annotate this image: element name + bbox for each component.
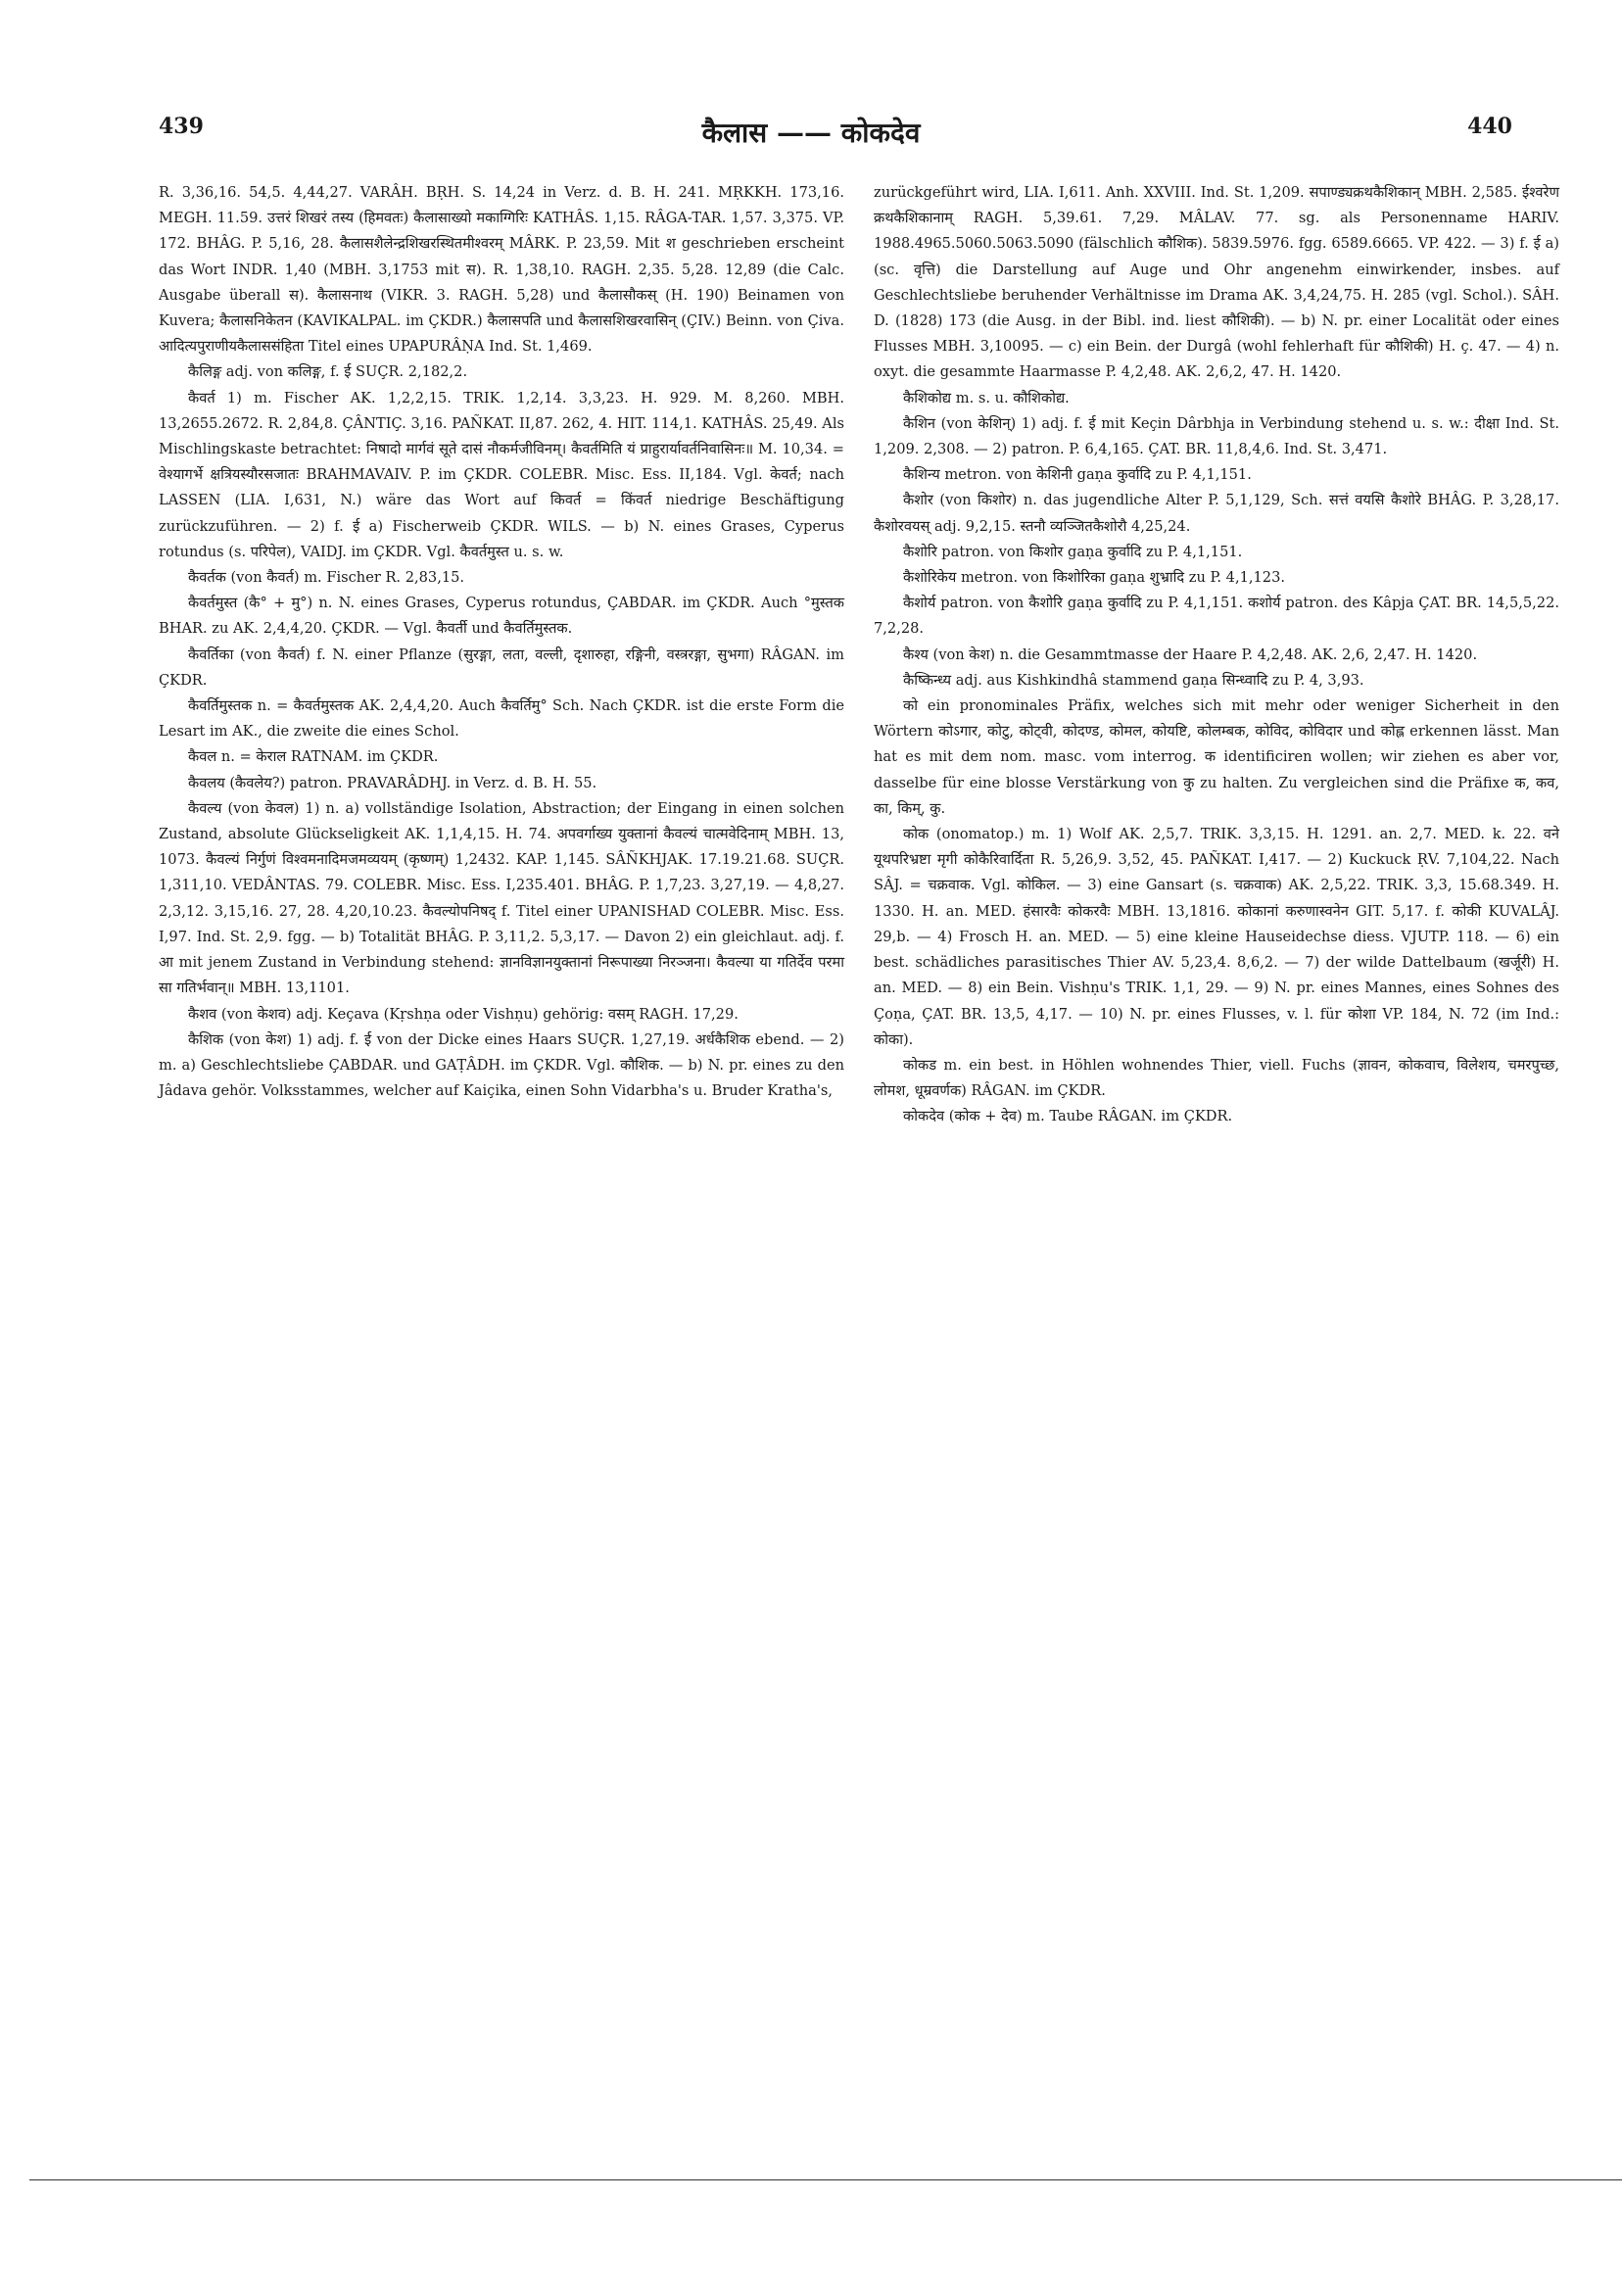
entry-kaishkindhya: कैष्किन्ध्य adj. aus Kishkindhâ stammend gaṇa सिन्ध्वादि zu P. 4, 3,93. xyxy=(903,671,1364,689)
right-page-number: 440 xyxy=(1467,114,1512,139)
entry-kaishorikeya: कैशोरिकेय metron. von किशोरिका gaṇa शुभ्रादि zu P. 4,1,123. xyxy=(903,569,1286,587)
bottom-rule xyxy=(29,2179,1622,2180)
page-header xyxy=(0,114,1622,153)
entry-kaishya: कैश्य (von केश) n. die Gesammtmasse der Haare P. 4,2,48. AK. 2,6, 2,47. H. 1420. xyxy=(903,646,1478,663)
entry-kaishikodya: कैशिकोद्य m. s. u. कौशिकोद्य. xyxy=(903,389,1070,407)
entry-kaivartimustaka: कैवर्तिमुस्तक n. = कैवर्तमुस्तक AK. 2,4,4,20. Auch कैवर्तिमु° Sch. Nach ÇKDR. ist die erste Form die Lesart im AK., die zweite die eines Schol. xyxy=(159,697,844,741)
entry-kaivartamusta: कैवर्तमुस्त (कै° + मु°) n. N. eines Grases, Cyperus rotundus, ÇABDAR. im ÇKDR. Auch °मुस्तक BHAR. zu AK. 2,4,4,20. ÇKDR. — Vgl. कैवर्ती und कैवर्तिमुस्तक. xyxy=(159,595,844,638)
entry-ko: को ein pronominales Präfix, welches sich mit mehr oder weniger Sicherheit in den Wörtern कोऽगार, कोटु, कोट्वी, कोदण्ड, कोमल, कोयष्टि, कोलम्बक, कोविद, कोविदार und कोह्ल erkennen lässt. Man hat es mit dem nom. masc. vom interrog. क identificiren wollen; wir ziehen es aber vor, dasselbe für eine blosse Verstärkung von कु zu halten. Zu vergleichen sind die Präfixe क, कव, का, किम्, कु. xyxy=(874,697,1559,817)
left-page-number: 439 xyxy=(159,114,204,139)
entry-kaishorya: कैशोर्य patron. von कैशोरि gaṇa कुर्वादि zu P. 4,1,151. कशोर्य patron. des Kâpja ÇAT. BR. 14,5,5,22. 7,2,28. xyxy=(874,595,1559,638)
entry-kaishika-continuation: zurückgeführt wird, LIA. I,611. Anh. XXVIII. Ind. St. 1,209. सपाण्ड्यक्रथकैशिकान् MBH. 2,585. ईश्वरेण क्रथकैशिकानाम् RAGH. 5,39.61. 7,29. MÂLAV. 77. sg. als Personenname HARIV. 1988.4965.5060.5063.5090 (fälschlich कौशिक). 5839.5976. fgg. 6589.6665. VP. 422. — 3) f. ई a) (sc. वृत्ति) die Darstellung auf Auge und Ohr angenehm einwirkender, insbes. auf Geschlechtsliebe beruhender Verhältnisse im Drama AK. 3,4,24,75. H. 285 (vgl. Schol.). SÂH. D. (1828) 173 (die Ausg. in der Bibl. ind. liest कौशिकी). — b) N. pr. einer Localität oder eines Flusses MBH. 3,10095. — c) ein Bein. der Durgâ (wohl fehlerhaft für कौशिकी) H. ç. 47. — 4) n. oxyt. die gesammte Haarmasse P. 4,2,48. AK. 2,6,2, 47. H. 1420. xyxy=(874,184,1559,381)
right-column xyxy=(874,180,1559,1130)
entry-kaivartaka: कैवर्तक (von कैवर्त) m. Fischer R. 2,83,15. xyxy=(188,569,465,587)
entry-kokada: कोकड m. ein best. in Höhlen wohnendes Thier, viell. Fuchs (ज्ञावन, कोकवाच, विलेशय, चमरपुच्छ, लोमश, धूम्रवर्णक) RÂGAN. im ÇKDR. xyxy=(874,1056,1559,1100)
entry-kaivala: कैवल n. = केराल RATNAM. im ÇKDR. xyxy=(188,748,439,766)
left-column xyxy=(159,180,844,1104)
entry-kaishora: कैशोर (von किशोर) n. das jugendliche Alter P. 5,1,129, Sch. सत्तं वयसि कैशोरे BHÂG. P. 3,28,17. कैशोरवयस् adj. 9,2,15. स्तनौ व्यञ्जितकैशोरौ 4,25,24. xyxy=(874,492,1559,535)
entry-kaivalaya: कैवलय (कैवलेय?) patron. PRAVARÂDHJ. in Verz. d. B. H. 55. xyxy=(188,774,597,791)
entry-kaivalya: कैवल्य (von केवल) 1) n. a) vollständige Isolation, Abstraction; der Eingang in einen solchen Zustand, absolute Glückseligkeit AK. 1,1,4,15. H. 74. अपवर्गाख्य युक्तानां कैवल्यं चात्मवेदिनाम् MBH. 13, 1073. कैवल्यं निर्गुणं विश्वमनादिमजमव्ययम् (कृष्णम्) 1,2432. KAP. 1,145. SÂÑKHJAK. 17.19.21.68. SUÇR. 1,311,10. VEDÂNTAS. 79. COLEBR. Misc. Ess. I,235.401. BHÂG. P. 1,7,23. 3,27,19. — 4,8,27. 2,3,12. 3,15,16. 27, 28. 4,20,10.23. कैवल्योपनिषद् f. Titel einer UPANISHAD COLEBR. Misc. Ess. I,97. Ind. St. 2,9. fgg. — b) Totalität BHÂG. P. 3,11,2. 5,3,17. — Davon 2) ein gleichlaut. adj. f. आ mit jenem Zustand in Verbindung stehend: ज्ञानविज्ञानयुक्तानां निरूपाख्या निरञ्जना। कैवल्या या गतिर्देव परमा सा गतिर्भवान्॥ MBH. 13,1101. xyxy=(159,799,844,997)
entry-kaishina: कैशिन (von केशिन्) 1) adj. f. ई mit Keçin Dârbhja in Verbindung stehend u. s. w.: दीक्षा Ind. St. 1,209. 2,308. — 2) patron. P. 6,4,165. ÇAT. BR. 11,8,4,6. Ind. St. 3,471. xyxy=(874,414,1559,458)
entry-kaivartika: कैवर्तिका (von कैवर्त) f. N. einer Pflanze (सुरङ्गा, लता, वल्ली, दृशारुहा, रङ्गिनी, वस्त्ररङ्गा, सुभगा) RÂGAN. im ÇKDR. xyxy=(159,646,844,689)
entry-kaishori: कैशोरि patron. von किशोर gaṇa कुर्वादि zu P. 4,1,151. xyxy=(903,543,1243,560)
entry-kokadeva: कोकदेव (कोक + देव) m. Taube RÂGAN. im ÇKDR. xyxy=(903,1108,1233,1125)
entry-kaishava: कैशव (von केशव) adj. Keçava (Kṛshṇa oder Vishṇu) gehörig: वसम् RAGH. 17,29. xyxy=(188,1005,739,1023)
entry-kaishinya: कैशिन्य metron. von केशिनी gaṇa कुर्वादि zu P. 4,1,151. xyxy=(903,466,1252,484)
entry-kaishika: कैशिक (von केश) 1) adj. f. ई von der Dicke eines Haars SUÇR. 1,27,19. अर्धकैशिक ebend. — 2) m. a) Geschlechtsliebe ÇABDAR. und GAṬÂDH. im ÇKDR. Vgl. कौशिक. — b) N. pr. eines zu den Jâdava gehör. Volksstammes, welcher auf Kaiçika, einen Sohn Vidarbha's u. Bruder Kratha's, xyxy=(159,1030,844,1100)
running-title: कैलास —— कोकदेव xyxy=(701,117,921,149)
entry-kaivarta: कैवर्त 1) m. Fischer AK. 1,2,2,15. TRIK. 1,2,14. 3,3,23. H. 929. M. 8,260. MBH. 13,2655.2672. R. 2,84,8. ÇÂNTIÇ. 3,16. PAÑKAT. II,87. 262, 4. HIT. 114,1. KATHÂS. 25,49. Als Mischlingskaste betrachtet: निषादो मार्गवं सूते दासं नौकर्मजीविनम्। कैवर्तमिति यं प्राहुरार्यावर्तनिवासिनः॥ M. 10,34. = वेश्यागर्भे क्षत्रियस्यौरसजातः BRAHMAVAIV. P. im ÇKDR. COLEBR. Misc. Ess. II,184. Vgl. केवर्त; nach LASSEN (LIA. I,631, N.) wäre das Wort auf किवर्त = किंवर्त niedrige Beschäftigung zurückzuführen. — 2) f. ई a) Fischerweib ÇKDR. WILS. — b) N. eines Grases, Cyperus rotundus (s. परिपेल), VAIDJ. im ÇKDR. Vgl. कैवर्तमुस्त u. s. w. xyxy=(159,389,844,560)
entry-kailasa-continuation: R. 3,36,16. 54,5. 4,44,27. VARÂH. BṚH. S. 14,24 in Verz. d. B. H. 241. MṚKKH. 173,16. MEGH. 11.59. उत्तरं शिखरं तस्य (हिमवतः) कैलासाख्यो मकाग्गिरिः KATHÂS. 1,15. RÂGA-TAR. 1,57. 3,375. VP. 172. BHÂG. P. 5,16, 28. कैलासशैलेन्द्रशिखरस्थितमीश्वरम् MÂRK. P. 23,59. Mit श geschrieben erscheint das Wort INDR. 1,40 (MBH. 3,1753 mit स). R. 1,38,10. RAGH. 2,35. 5,28. 12,89 (die Calc. Ausgabe überall स). कैलासनाथ (VIKR. 3. RAGH. 5,28) und कैलासौकस् (H. 190) Beinamen von Kuvera; कैलासनिकेतन (KAVIKALPAL. im ÇKDR.) कैलासपति und कैलासशिखरवासिन् (ÇIV.) Beinn. von Çiva. आदित्यपुराणीयकैलाससंहिता Titel eines UPAPURÂṆA Ind. St. 1,469. xyxy=(159,184,844,356)
entry-kailinga: कैलिङ्ग adj. von कलिङ्ग, f. ई SUÇR. 2,182,2. xyxy=(188,363,468,381)
entry-koka: कोक (onomatop.) m. 1) Wolf AK. 2,5,7. TRIK. 3,3,15. H. 1291. an. 2,7. MED. k. 22. वने यूथपरिभ्रष्टा मृगी कोकैरिवार्दिता R. 5,26,9. 3,52, 45. PAÑKAT. I,417. — 2) Kuckuck ṚV. 7,104,22. Nach SÂJ. = चक्रवाक. Vgl. कोकिल. — 3) eine Gansart (s. चक्रवाक) AK. 2,5,22. TRIK. 3,3, 15.68.349. H. 1330. H. an. MED. हंसारवैः कोकरवैः MBH. 13,1816. कोकानां करुणास्वनेन GIT. 5,17. f. कोकी KUVALÂJ. 29,b. — 4) Frosch H. an. MED. — 5) eine kleine Hauseidechse diess. VJUTP. 118. — 6) ein best. schädliches parasitisches Thier AV. 5,23,4. 8,6,2. — 7) der wilde Dattelbaum (खर्जूरी) H. an. MED. — 8) ein Bein. Vishṇu's TRIK. 1,1, 29. — 9) N. pr. eines Mannes, eines Sohnes des Çoṇa, ÇAT. BR. 13,5, 4,17. — 10) N. pr. eines Flusses, v. l. für कोशा VP. 184, N. 72 (im Ind.: कोका). xyxy=(874,826,1559,1048)
